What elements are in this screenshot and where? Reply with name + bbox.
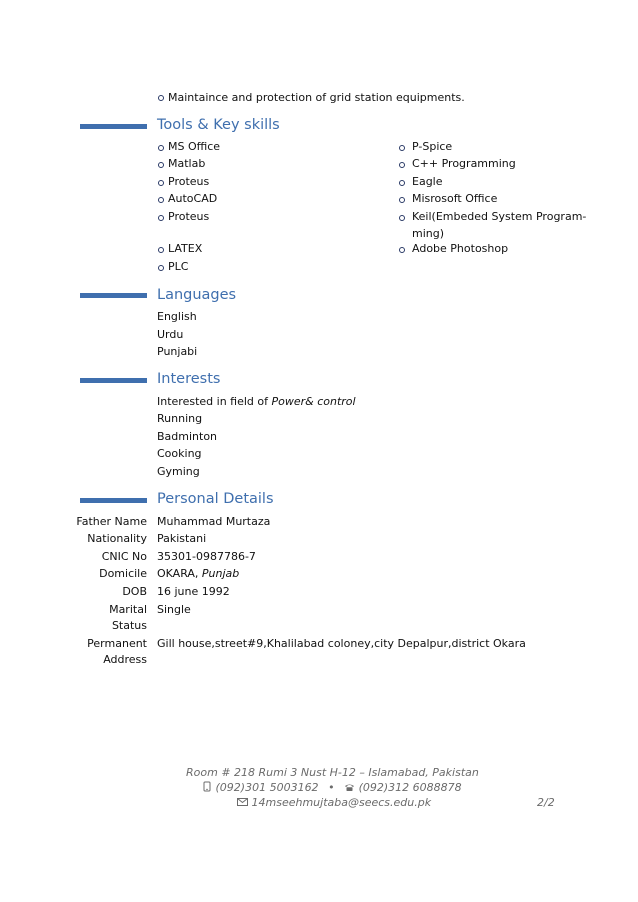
bullet-icon [158,180,164,186]
value-dob: 16 june 1992 [157,585,230,598]
language-item: Urdu [157,328,184,341]
interest-item: Cooking [157,447,202,460]
bullet-icon [158,162,164,168]
label-domicile: Domicile [99,567,147,580]
domicile-city: OKARA, [157,567,199,580]
skill-item: Eagle [412,175,443,188]
domicile-province: Punjab [201,567,240,580]
skill-item: P-Spice [412,140,453,153]
skill-item-continuation: ming) [412,227,445,240]
skill-item: PLC [168,260,189,273]
skill-item-latex: LATEX [168,242,203,255]
bullet-icon [158,197,164,203]
value-nationality: Pakistani [157,532,207,545]
bullet-icon [399,197,405,203]
bullet-icon [399,180,405,186]
section-heading-tools: Tools & Key skills [157,117,280,133]
skill-item: C++ Programming [412,157,516,170]
label-cnic: CNIC No [101,550,147,563]
section-heading-interests: Interests [157,371,221,387]
skill-item: Matlab [168,157,206,170]
footer-address: Room # 218 Rumi 3 Nust H-12 – Islamabad, Pakistan [186,766,479,779]
footer-email[interactable]: 14mseehmujtaba@seecs.edu.pk [251,796,432,809]
skill-item: AutoCAD [168,192,218,205]
value-domicile [157,567,239,580]
section-heading-personal: Personal Details [157,491,274,507]
bullet-icon [399,215,405,221]
label-nationality: Nationality [87,532,147,545]
envelope-icon [237,798,248,806]
label-permanent-address-line1: Permanent [87,637,147,650]
telephone-icon [344,782,355,792]
experience-item: Maintaince and protection of grid station equipments. [168,91,465,104]
interest-prefix: Interested in field of [157,395,268,408]
bullet-icon [399,145,405,151]
bullet-icon [399,247,405,253]
interest-item: Running [157,412,203,425]
mobile-phone-icon [202,781,212,792]
bullet-icon [158,145,164,151]
skill-item: Misrosoft Office [412,192,498,205]
skill-item: Proteus [168,210,210,223]
footer-phones [202,781,462,794]
page-number: 2/2 [537,796,555,809]
section-rule [80,378,147,383]
footer-email-line [237,796,431,809]
interest-item [157,395,356,408]
section-rule [80,124,147,129]
value-father-name: Muhammad Murtaza [157,515,271,528]
value-cnic: 35301-0987786-7 [157,550,256,563]
value-marital-status: Single [157,603,191,616]
bullet-icon [158,247,164,253]
footer-separator: • [328,781,335,794]
interest-item: Badminton [157,430,218,443]
skill-item: Proteus [168,175,210,188]
language-item: Punjabi [157,345,198,358]
section-rule [80,498,147,503]
label-permanent-address-line2: Address [103,653,147,666]
skill-item: Keil(Embeded System Program- [412,210,587,223]
section-rule [80,293,147,298]
footer-phone: (092)312 6088878 [358,781,462,794]
bullet-icon [399,162,405,168]
value-permanent-address: Gill house,street#9,Khalilabad coloney,city Depalpur,district Okara [157,637,526,650]
label-marital-status-line2: Status [111,619,147,632]
label-dob: DOB [122,585,147,598]
bullet-icon [158,215,164,221]
interest-item: Gyming [157,465,200,478]
bullet-icon [158,95,164,101]
language-item: English [157,310,197,323]
bullet-icon [158,265,164,271]
label-marital-status-line1: Marital [109,603,147,616]
section-heading-languages: Languages [157,287,237,303]
footer-mobile: (092)301 5003162 [215,781,319,794]
skill-item: MS Office [168,140,221,153]
label-father-name: Father Name [76,515,147,528]
skill-item: Adobe Photoshop [412,242,509,255]
interest-field: Power& control [271,395,356,408]
